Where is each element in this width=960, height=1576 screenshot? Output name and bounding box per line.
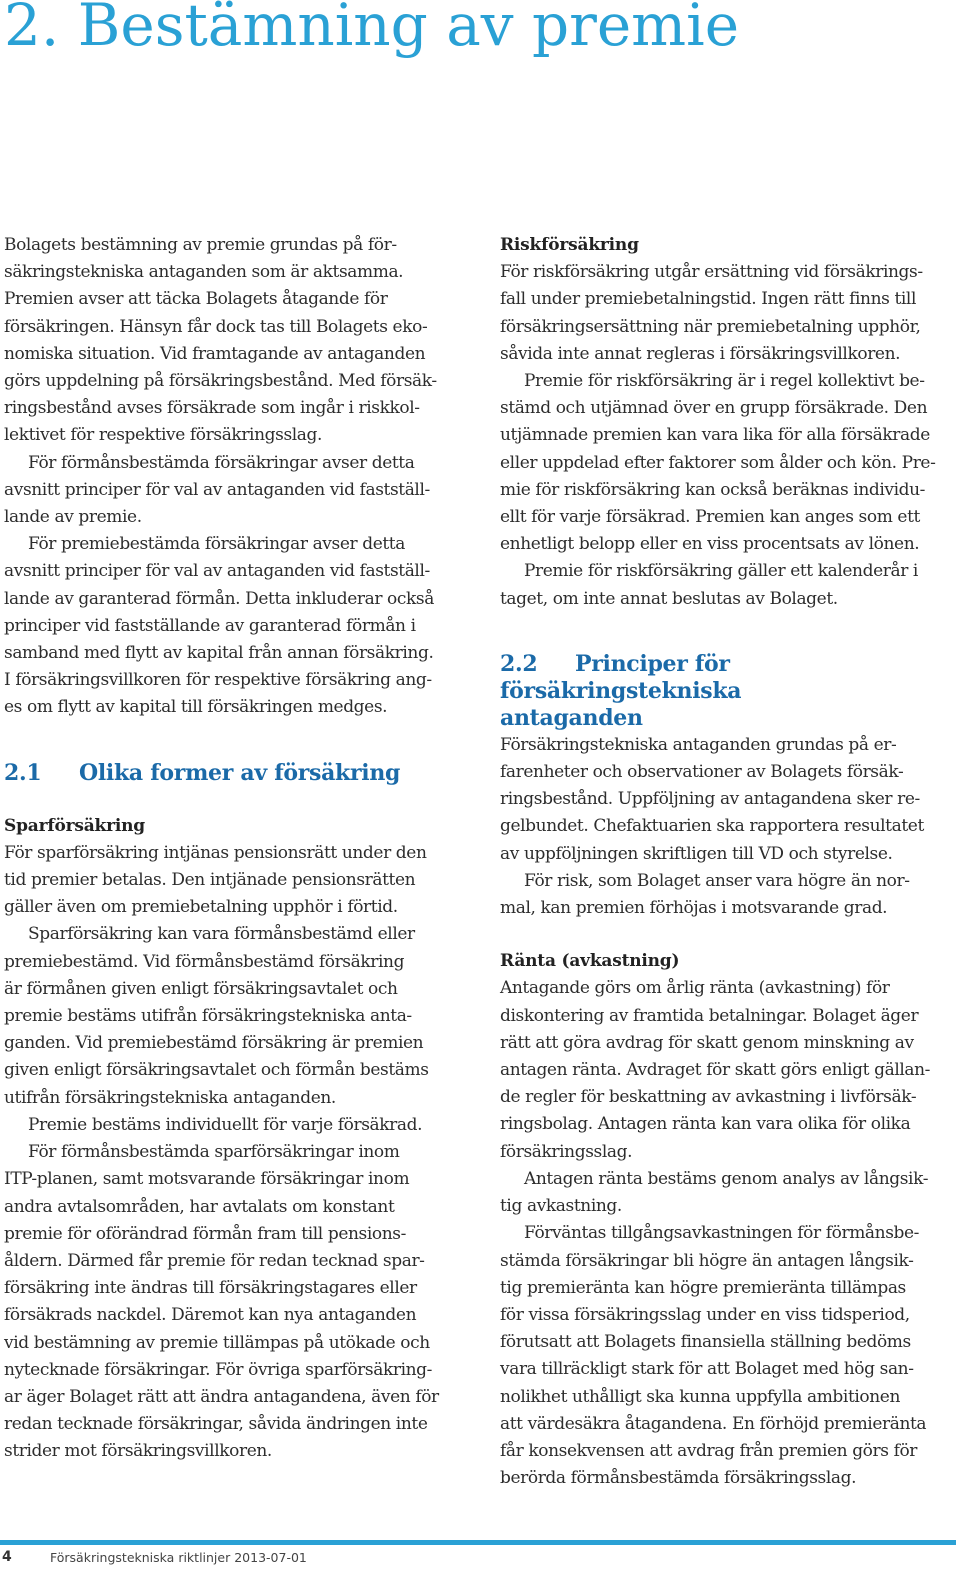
body-paragraph: Premie för riskförsäkring är i regel kollektivt be- stämd och utjämnad över en grupp försäkrade. Den utjämnade premien kan vara lika för alla försäkrade eller uppdelad efter faktorer som ålder och kön. Pre- mie för riskförsäkring kan också beräknas individu- ellt för varje försäkrad. Premien kan anges som ett enhetligt belopp eller en viss procentsats av lönen. — [500, 371, 936, 555]
body-paragraph: För sparförsäkring intjänas pensionsrätt under den tid premier betalas. Den intjänade pensionsrätten gäller även om premiebetalning upphör i förtid. — [4, 842, 427, 918]
subheading-ranta: Ränta (avkastning) — [500, 951, 680, 972]
body-paragraph: Antagen ränta bestäms genom analys av långsik- tig avkastning. — [500, 1168, 929, 1217]
subheading-riskforsakring: Riskförsäkring — [500, 235, 639, 255]
intro-paragraph: Bolagets bestämning av premie grundas på för- säkringstekniska antaganden som är aktsamma. Premien avser att täcka Bolagets åtagande för försäkringen. Hänsyn får dock tas till Bolagets eko- nomiska situation. Vid framtagande av antaganden görs uppdelning på försäkringsbestånd. Med försäk- ringsbestånd avses försäkrade som ingår i riskkol- lektivet för respektive försäkringsslag. — [4, 235, 437, 446]
page-title: 2. Bestämning av premie — [4, 0, 740, 59]
body-paragraph: Förväntas tillgångsavkastningen för förmånsbe- stämda försäkringar bli högre än antagen långsik- tig premieränta kan högre premieränta tillämpas för vissa försäkringsslag under en viss tidsperiod, förutsatt att Bolagets finansiella ställning bedöms vara tillräckligt stark för att Bolaget med hög san- nolikhet uthålligt ska kunna uppfylla ambitionen att värdesäkra åtagandena. En förhöjd premieränta får konsekvensen att avdrag från premien görs för berörda förmånsbestämda försäkringsslag. — [500, 1223, 927, 1489]
body-paragraph: För risk, som Bolaget anser vara högre än nor- mal, kan premien förhöjas i motsvarande grad. — [500, 870, 910, 919]
body-paragraph: För riskförsäkring utgår ersättning vid försäkrings- fall under premiebetalningstid. Ingen rätt finns till försäkringsersättning när premiebetalning upphör, såvida inte annat regleras i försäkringsvillkoren. — [500, 262, 923, 364]
section-title: Principer för försäkringstekniska antaganden — [500, 650, 742, 731]
intro-paragraph: För förmånsbestämda försäkringar avser detta avsnitt principer för val av antaganden vid fastställ- lande av premie. — [4, 452, 430, 528]
right-column — [500, 232, 956, 1492]
body-paragraph: Sparförsäkring kan vara förmånsbestämd eller premiebestämd. Vid förmånsbestämd försäkring är förmånen given enligt försäkringsavtalet och premie bestäms utifrån försäkringstekniska anta- ganden. Vid premiebestämd försäkring är premien given enligt försäkringsavtalet och förmån bestäms utifrån försäkringstekniska antaganden. — [4, 924, 429, 1108]
section-number: 2.2 — [500, 650, 538, 677]
section-heading-2-2 — [500, 651, 956, 732]
footer-rule — [0, 1540, 956, 1545]
section-heading-2-1 — [4, 760, 456, 787]
section-number: 2.1 — [4, 759, 42, 786]
body-paragraph: Premie bestäms individuellt för varje försäkrad. — [28, 1114, 423, 1135]
subheading-sparforsakring: Sparförsäkring — [4, 815, 145, 836]
body-paragraph: Antagande görs om årlig ränta (avkastning) för diskontering av framtida betalningar. Bolaget äger rätt att göra avdrag för skatt genom minskning av antagen ränta. Avdraget för skatt görs enligt gällan- de regler för beskattning av avkastning i livförsäk- ringsbolag. Antagen ränta kan vara olika för olika försäkringsslag. — [500, 978, 931, 1162]
body-paragraph: För förmånsbestämda sparförsäkringar inom ITP-planen, samt motsvarande försäkringar inom andra avtalsområden, har avtalats om konstant premie för oförändrad förmån fram till pensions- åldern. Därmed får premie för redan tecknad spar- försäkring inte ändras till försäkringstagares eller försäkrads nackdel. Däremot kan nya antaganden vid bestämning av premie tillämpas på utökade och nytecknade försäkringar. För övriga sparförsäkring- ar äger Bolaget rätt att ändra antagandena, även för redan tecknade försäkringar, såvida ändringen inte strider mot försäkringsvillkoren. — [4, 1142, 439, 1462]
body-paragraph: Premie för riskförsäkring gäller ett kalenderår i taget, om inte annat beslutas av Bolaget. — [500, 561, 918, 609]
page-number: 4 — [2, 1549, 12, 1565]
footer-text: Försäkringstekniska riktlinjer 2013-07-01 — [50, 1550, 307, 1565]
left-column — [4, 232, 456, 1466]
section-title: Olika former av försäkring — [79, 759, 401, 786]
intro-paragraph: För premiebestämda försäkringar avser detta avsnitt principer för val av antaganden vid fastställ- lande av garanterad förmån. Detta inkluderar också principer vid fastställande av garanterad förmån i samband med flytt av kapital från annan försäkring. I försäkringsvillkoren för respektive försäkring ang- es om flytt av kapital till försäkringen medges. — [4, 534, 434, 718]
body-paragraph: Försäkringstekniska antaganden grundas på er- farenheter och observationer av Bolagets försäk- ringsbestånd. Uppföljning av antagandena sker re- gelbundet. Chefaktuarien ska rapportera resultatet av uppföljningen skriftligen till VD och styrelse. — [500, 734, 924, 864]
